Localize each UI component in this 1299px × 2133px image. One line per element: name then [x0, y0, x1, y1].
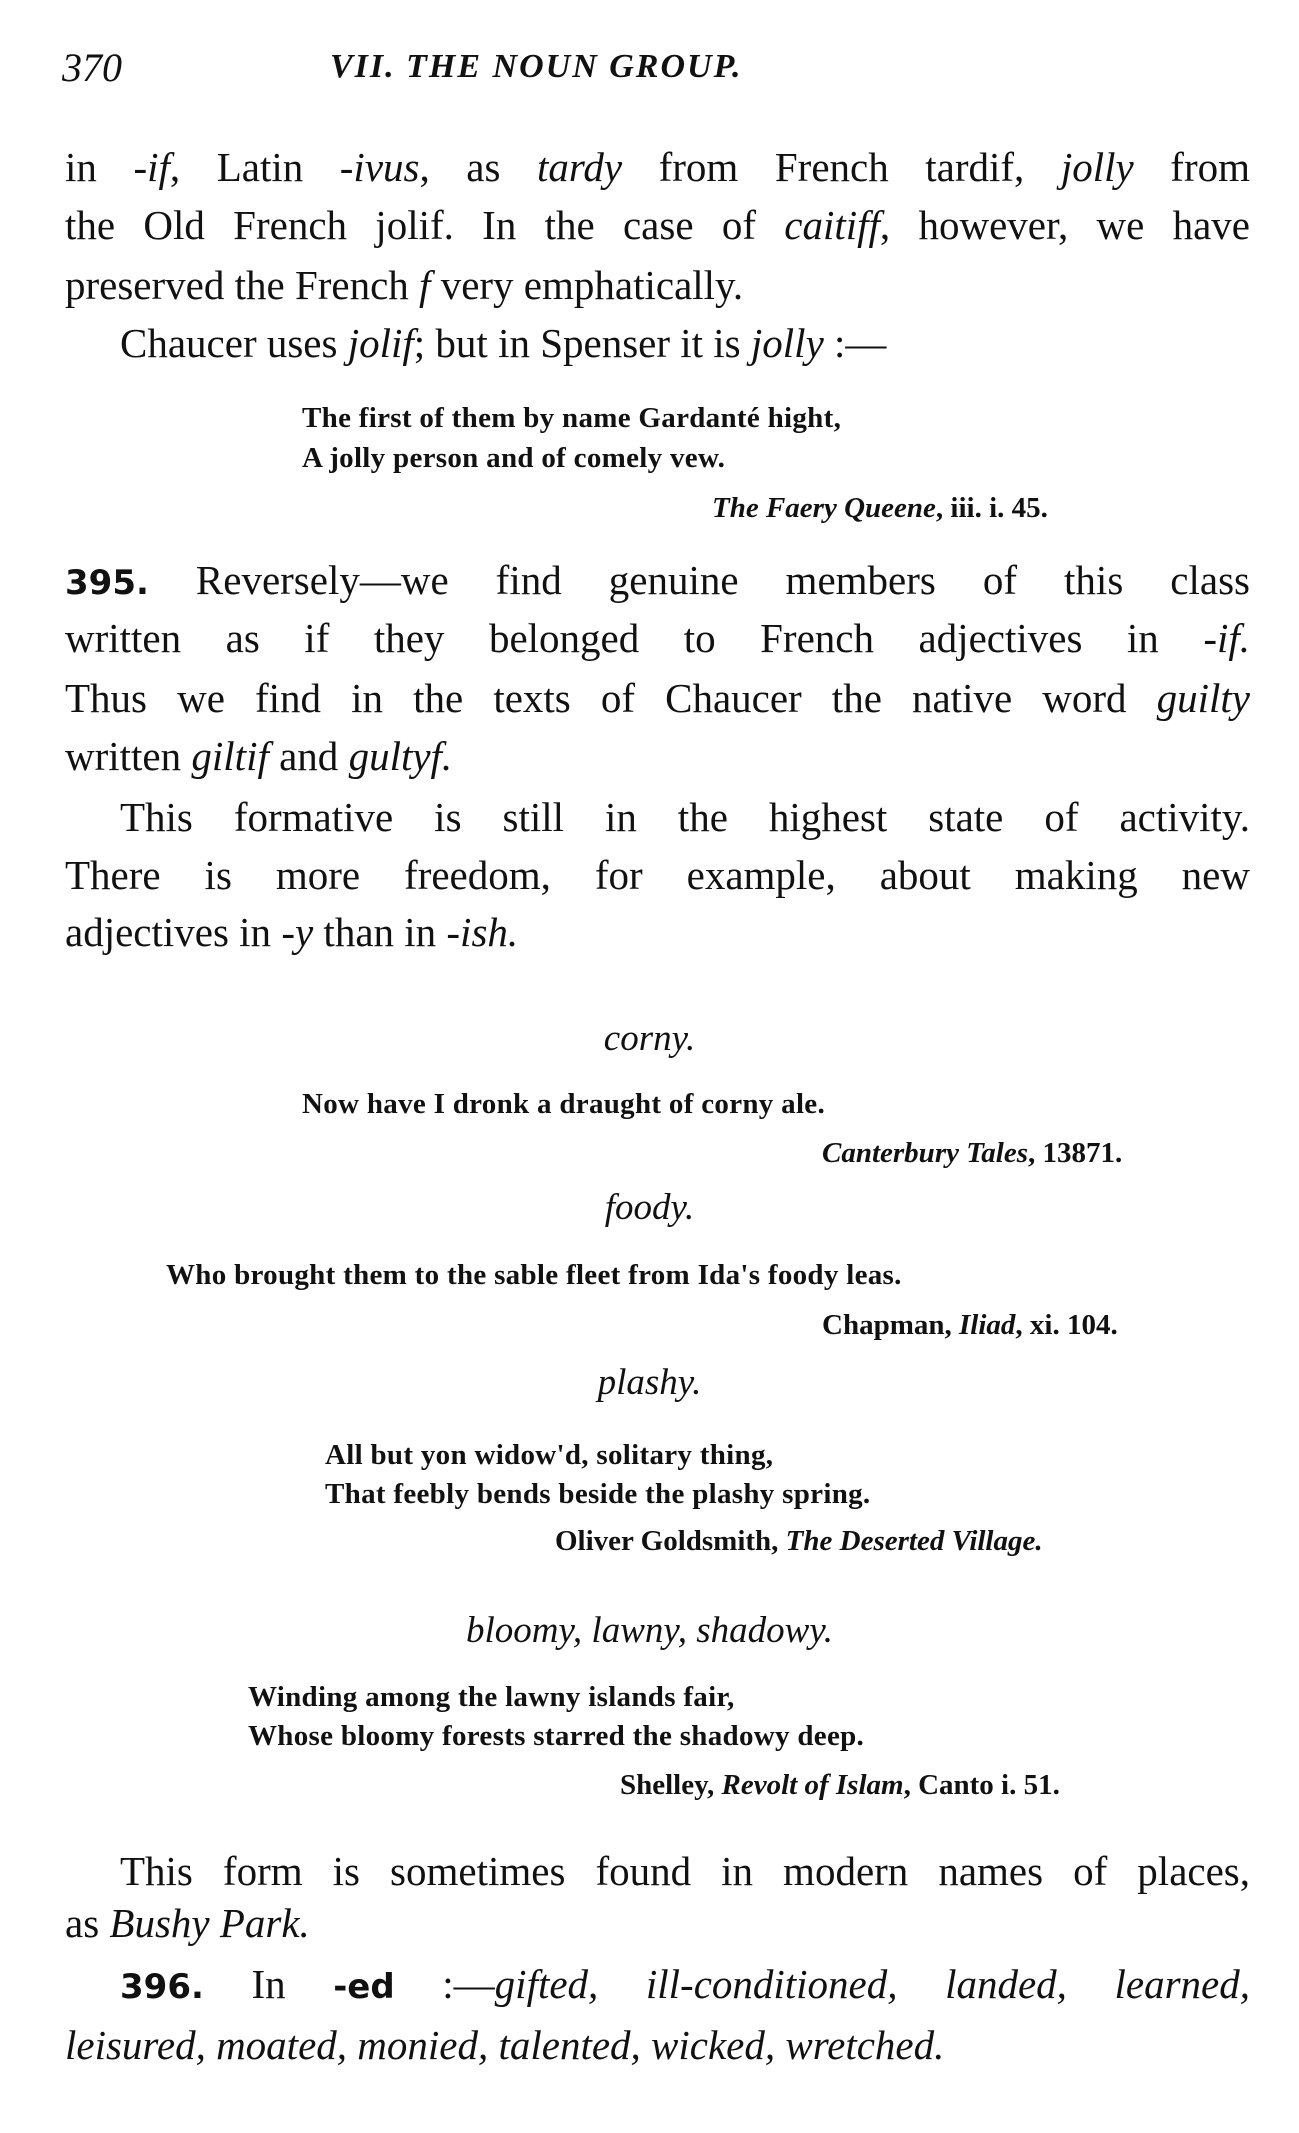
text-line: [65, 202, 1251, 248]
italic-text: The Deserted Village.: [785, 1525, 1043, 1557]
text-segment: Whose bloomy forests starred the shadowy deep.: [248, 1720, 865, 1752]
italic-text: f: [419, 262, 431, 308]
text-segment: All but yon widow'd, solitary thing,: [325, 1439, 774, 1471]
italic-text: tardy: [537, 144, 623, 190]
word-heading: [0, 1189, 1299, 1226]
text-segment: , xi. 104.: [1015, 1309, 1118, 1341]
text-line: [65, 909, 1250, 955]
text-line: [65, 733, 1250, 779]
text-segment: -ed: [333, 1967, 395, 2007]
italic-text: gifted, ill-conditioned, landed, learned,: [494, 1961, 1250, 2007]
text-segment: , Latin: [169, 144, 340, 190]
text-segment: than in: [313, 909, 447, 955]
verse-line: [302, 444, 725, 473]
text-line: [65, 262, 1250, 308]
text-line: [120, 794, 1250, 840]
text-segment: and: [268, 733, 349, 779]
text-line: [65, 144, 1250, 190]
text-segment: Now have I dronk a draught of corny ale.: [302, 1088, 826, 1120]
text-segment: Winding among the lawny islands fair,: [248, 1681, 735, 1713]
text-segment: as: [65, 1900, 110, 1946]
citation: [555, 1527, 1043, 1556]
italic-text: Bushy Park.: [109, 1900, 310, 1946]
section-number: 396.: [120, 1967, 204, 2007]
text-segment: Reversely—we find genuine members of this class: [148, 557, 1250, 603]
word-heading: [0, 1364, 1299, 1401]
text-segment: the Old French jolif. In the case of: [65, 202, 785, 248]
citation: [822, 1139, 1122, 1168]
running-head: VII. THE NOUN GROUP.: [330, 48, 743, 85]
italic-text: jolly: [750, 320, 824, 366]
verse-line: [302, 1090, 825, 1119]
text-line: [120, 1961, 1250, 2007]
italic-text: jolif: [347, 320, 414, 366]
text-segment: In: [203, 1961, 334, 2007]
italic-text: guilty: [1156, 675, 1250, 721]
italic-text: Canterbury Tales: [822, 1137, 1028, 1169]
text-segment: , iii. i. 45.: [935, 492, 1048, 524]
verse-line: [302, 404, 841, 433]
text-segment: Chaucer uses: [120, 320, 348, 366]
text-segment: The first of them by name Gardanté hight,: [302, 402, 842, 434]
text-segment: There is more freedom, for example, about making new: [65, 852, 1250, 898]
text-segment: Oliver Goldsmith,: [555, 1525, 786, 1557]
text-segment: That feebly bends beside the plashy spring.: [325, 1478, 871, 1510]
italic-text: leisured, moated, monied, talented, wicked, wretched.: [65, 2022, 945, 2068]
italic-text: jolly: [1060, 144, 1134, 190]
text-segment: ; but in Spenser it is: [413, 320, 751, 366]
text-segment: Shelley,: [620, 1769, 722, 1801]
text-segment: This form is sometimes found in modern names of places,: [120, 1848, 1250, 1894]
verse-line: [248, 1722, 864, 1751]
text-segment: :—: [823, 320, 887, 366]
text-segment: written: [65, 733, 192, 779]
verse-line: [325, 1441, 773, 1470]
text-segment: preserved the French: [65, 262, 420, 308]
verse-line: [325, 1480, 870, 1509]
text-segment: , Canto i. 51.: [903, 1769, 1060, 1801]
text-segment: Who brought them to the sable fleet from Ida's foody leas.: [166, 1259, 902, 1291]
text-segment: Chapman,: [822, 1309, 959, 1341]
italic-text: -if: [133, 144, 170, 190]
text-line: [120, 1848, 1250, 1894]
text-line: [65, 2022, 1250, 2068]
verse-line: [248, 1683, 735, 1712]
text-segment: This formative is still in the highest state of activity.: [120, 794, 1250, 840]
italic-text: giltif: [191, 733, 269, 779]
page-number: 370: [62, 45, 122, 90]
citation: [712, 494, 1048, 523]
text-segment: Thus we find in the texts of Chaucer the native word: [65, 675, 1157, 721]
italic-text: gultyf.: [348, 733, 453, 779]
italic-text: Iliad: [959, 1309, 1016, 1341]
text-line: [65, 1900, 1250, 1946]
text-segment: in: [65, 144, 134, 190]
text-segment: foody.: [604, 1187, 695, 1228]
citation: [822, 1311, 1118, 1340]
text-line: [65, 557, 1250, 603]
text-segment: A jolly person and of comely vew.: [302, 442, 726, 474]
text-line: [120, 320, 1250, 366]
text-segment: corny.: [603, 1018, 696, 1059]
italic-text: -ish.: [446, 909, 519, 955]
text-segment: , however, we have: [879, 202, 1251, 248]
text-line: [65, 675, 1250, 721]
italic-text: -y: [281, 909, 314, 955]
text-segment: bloomy, lawny, shadowy.: [466, 1610, 833, 1651]
text-line: [65, 852, 1250, 898]
italic-text: -if.: [1203, 615, 1250, 661]
italic-text: caitiff: [784, 202, 880, 248]
text-segment: adjectives in: [65, 909, 282, 955]
section-number: 395.: [65, 563, 149, 603]
text-segment: plashy.: [597, 1362, 702, 1403]
text-segment: written as if they belonged to French adjectives in: [65, 615, 1204, 661]
text-line: [65, 615, 1250, 661]
citation: [620, 1771, 1060, 1800]
text-segment: very emphatically.: [430, 262, 744, 308]
text-segment: , 13871.: [1028, 1137, 1123, 1169]
text-segment: , as: [419, 144, 538, 190]
text-segment: from French tardif,: [622, 144, 1061, 190]
text-segment: from: [1133, 144, 1250, 190]
text-segment: :—: [394, 1961, 495, 2007]
verse-line: [166, 1261, 902, 1290]
italic-text: -ivus: [339, 144, 420, 190]
italic-text: Revolt of Islam: [721, 1769, 904, 1801]
word-heading: [0, 1020, 1299, 1057]
word-heading: [0, 1612, 1299, 1649]
italic-text: The Faery Queene: [712, 492, 936, 524]
